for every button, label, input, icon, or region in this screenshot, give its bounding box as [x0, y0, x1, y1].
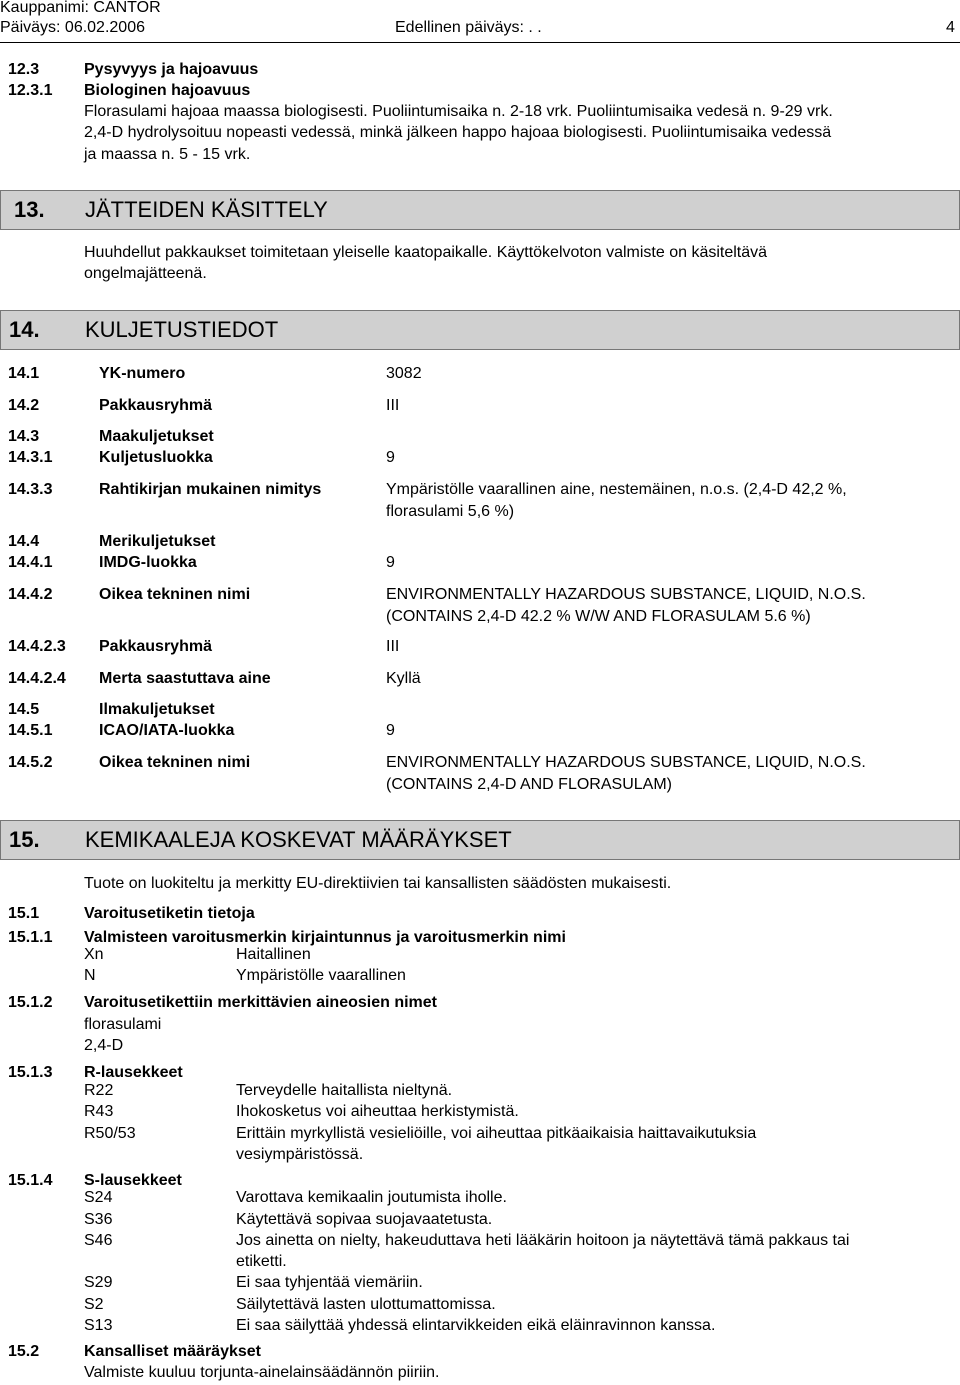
ingredient: florasulami — [84, 1016, 162, 1033]
row-number: 14.3 — [8, 428, 40, 445]
row-label: Maakuljetukset — [99, 428, 214, 445]
phrase-code: S29 — [84, 1274, 113, 1291]
row-value: 9 — [386, 554, 395, 571]
row-value: Ympäristölle vaarallinen aine, nestemäinen, n.o.s. (2,4-D 42,2 %, — [386, 481, 847, 498]
phrase-code: S24 — [84, 1189, 113, 1206]
phrase-text: Säilytettävä lasten ulottumattomissa. — [236, 1296, 496, 1313]
phrase-code: S13 — [84, 1317, 113, 1334]
row-number: 14.2 — [8, 397, 40, 414]
row-label: Ilmakuljetukset — [99, 701, 215, 718]
section-number: 15.2 — [8, 1343, 40, 1360]
paragraph: Tuote on luokiteltu ja merkitty EU-direktiivien tai kansallisten säädösten mukaisesti. — [84, 875, 672, 892]
row-number: 14.4.2 — [8, 586, 53, 603]
phrase-text: Ihokosketus voi aiheuttaa herkistymistä. — [236, 1103, 519, 1120]
row-number: 14.5.1 — [8, 722, 53, 739]
paragraph: ongelmajätteenä. — [84, 265, 207, 282]
section-header-13 — [0, 190, 960, 230]
section-header-14 — [0, 310, 960, 350]
row-value: 9 — [386, 449, 395, 466]
section-number: 15. — [9, 827, 40, 852]
row-value-continued: (CONTAINS 2,4-D 42.2 % W/W AND FLORASULAM 5.6 %) — [386, 608, 811, 625]
row-label: Merikuljetukset — [99, 533, 216, 550]
section-number: 13. — [14, 197, 45, 222]
paragraph: Florasulami hajoaa maassa biologisesti. Puoliintumisaika n. 2-18 vrk. Puoliintumisaika vedesä n. 9-29 vrk. — [84, 103, 833, 120]
row-number: 14.4.2.3 — [8, 638, 66, 655]
row-value: III — [386, 397, 400, 414]
phrase-code: S36 — [84, 1211, 113, 1228]
subsection-title: Valmisteen varoitusmerkin kirjaintunnus ja varoitusmerkin nimi — [84, 929, 566, 946]
phrase-code: R50/53 — [84, 1125, 136, 1142]
phrase-text: Varottava kemikaalin joutumista iholle. — [236, 1189, 507, 1206]
row-label: Rahtikirjan mukainen nimitys — [99, 481, 322, 498]
document-date: Päiväys: 06.02.2006 — [0, 19, 145, 36]
section-number: 15.1 — [8, 905, 40, 922]
row-number: 14.5.2 — [8, 754, 53, 771]
row-label: Kuljetusluokka — [99, 449, 213, 466]
phrase-text-continued: etiketti. — [236, 1253, 287, 1270]
row-number: 14.1 — [8, 365, 40, 382]
phrase-text: Ei saa säilyttää yhdessä elintarvikkeiden eikä eläinravinnon kanssa. — [236, 1317, 716, 1334]
row-value-continued: florasulami 5,6 %) — [386, 503, 515, 520]
row-label: IMDG-luokka — [99, 554, 197, 571]
row-value-continued: (CONTAINS 2,4-D AND FLORASULAM) — [386, 776, 672, 793]
subsection-title: Biologinen hajoavuus — [84, 82, 251, 99]
section-number: 15.1.2 — [8, 994, 53, 1011]
symbol-code: N — [84, 967, 96, 984]
phrase-text-continued: vesiympäristössä. — [236, 1146, 364, 1163]
phrase-code: S46 — [84, 1232, 113, 1249]
row-label: Pakkausryhmä — [99, 397, 212, 414]
phrase-text: Ei saa tyhjentää viemäriin. — [236, 1274, 423, 1291]
section-number: 12.3 — [8, 61, 40, 78]
phrase-code: R22 — [84, 1082, 114, 1099]
section-title: KULJETUSTIEDOT — [85, 317, 279, 342]
row-label: YK-numero — [99, 365, 186, 382]
symbol-text: Ympäristölle vaarallinen — [236, 967, 406, 984]
row-value: 3082 — [386, 365, 422, 382]
subsection-title: Varoitusetikettiin merkittävien aineosien nimet — [84, 994, 437, 1011]
row-number: 14.3.3 — [8, 481, 53, 498]
row-value: ENVIRONMENTALLY HAZARDOUS SUBSTANCE, LIQUID, N.O.S. — [386, 586, 866, 603]
section-number: 12.3.1 — [8, 82, 53, 99]
paragraph: Valmiste kuuluu torjunta-ainelainsäädännön piiriin. — [84, 1364, 440, 1381]
subsection-title: R-lausekkeet — [84, 1064, 183, 1081]
phrase-text: Terveydelle haitallista nieltynä. — [236, 1082, 453, 1099]
row-value: 9 — [386, 722, 395, 739]
row-number: 14.4 — [8, 533, 40, 550]
subsection-title: S-lausekkeet — [84, 1172, 182, 1189]
row-label: Oikea tekninen nimi — [99, 586, 251, 603]
phrase-text: Käytettävä sopivaa suojavaatetusta. — [236, 1211, 493, 1228]
section-number: 15.1.4 — [8, 1172, 53, 1189]
row-label: ICAO/IATA-luokka — [99, 722, 235, 739]
header-rule — [0, 42, 960, 43]
ingredient: 2,4-D — [84, 1037, 124, 1054]
row-label: Merta saastuttava aine — [99, 670, 271, 687]
phrase-code: S2 — [84, 1296, 104, 1313]
row-number: 14.5 — [8, 701, 40, 718]
section-number: 15.1.1 — [8, 929, 53, 946]
symbol-text: Haitallinen — [236, 946, 311, 963]
phrase-text: Erittäin myrkyllistä vesieliöille, voi aiheuttaa pitkäaikaisia haittavaikutuksia — [236, 1125, 757, 1142]
subsection-title: Pysyvyys ja hajoavuus — [84, 61, 259, 78]
symbol-code: Xn — [84, 946, 104, 963]
section-title: JÄTTEIDEN KÄSITTELY — [85, 197, 328, 222]
section-number: 15.1.3 — [8, 1064, 53, 1081]
section-title: KEMIKAALEJA KOSKEVAT MÄÄRÄYKSET — [85, 827, 512, 852]
page-number: 4 — [946, 19, 955, 36]
previous-date: Edellinen päiväys: . . — [395, 19, 542, 36]
row-number: 14.4.1 — [8, 554, 53, 571]
section-number: 14. — [9, 317, 40, 342]
row-number: 14.4.2.4 — [8, 670, 66, 687]
section-header-15 — [0, 820, 960, 860]
subsection-title: Kansalliset määräykset — [84, 1343, 261, 1360]
phrase-text: Jos ainetta on nielty, hakeuduttava heti lääkärin hoitoon ja näytettävä tämä pakkaus tai — [236, 1232, 850, 1249]
paragraph: Huuhdellut pakkaukset toimitetaan yleiselle kaatopaikalle. Käyttökelvoton valmiste on käsiteltävä — [84, 244, 768, 261]
row-label: Oikea tekninen nimi — [99, 754, 251, 771]
paragraph: ja maassa n. 5 - 15 vrk. — [84, 146, 251, 163]
row-number: 14.3.1 — [8, 449, 53, 466]
paragraph: 2,4-D hydrolysoituu nopeasti vedessä, minkä jälkeen happo hajoaa biologisesti. Puoliintumisaika vedessä — [84, 124, 832, 141]
row-value: III — [386, 638, 400, 655]
company-name: Kauppanimi: CANTOR — [0, 0, 161, 16]
row-value: ENVIRONMENTALLY HAZARDOUS SUBSTANCE, LIQUID, N.O.S. — [386, 754, 866, 771]
subsection-title: Varoitusetiketin tietoja — [84, 905, 255, 922]
row-value: Kyllä — [386, 670, 421, 687]
row-label: Pakkausryhmä — [99, 638, 212, 655]
phrase-code: R43 — [84, 1103, 114, 1120]
